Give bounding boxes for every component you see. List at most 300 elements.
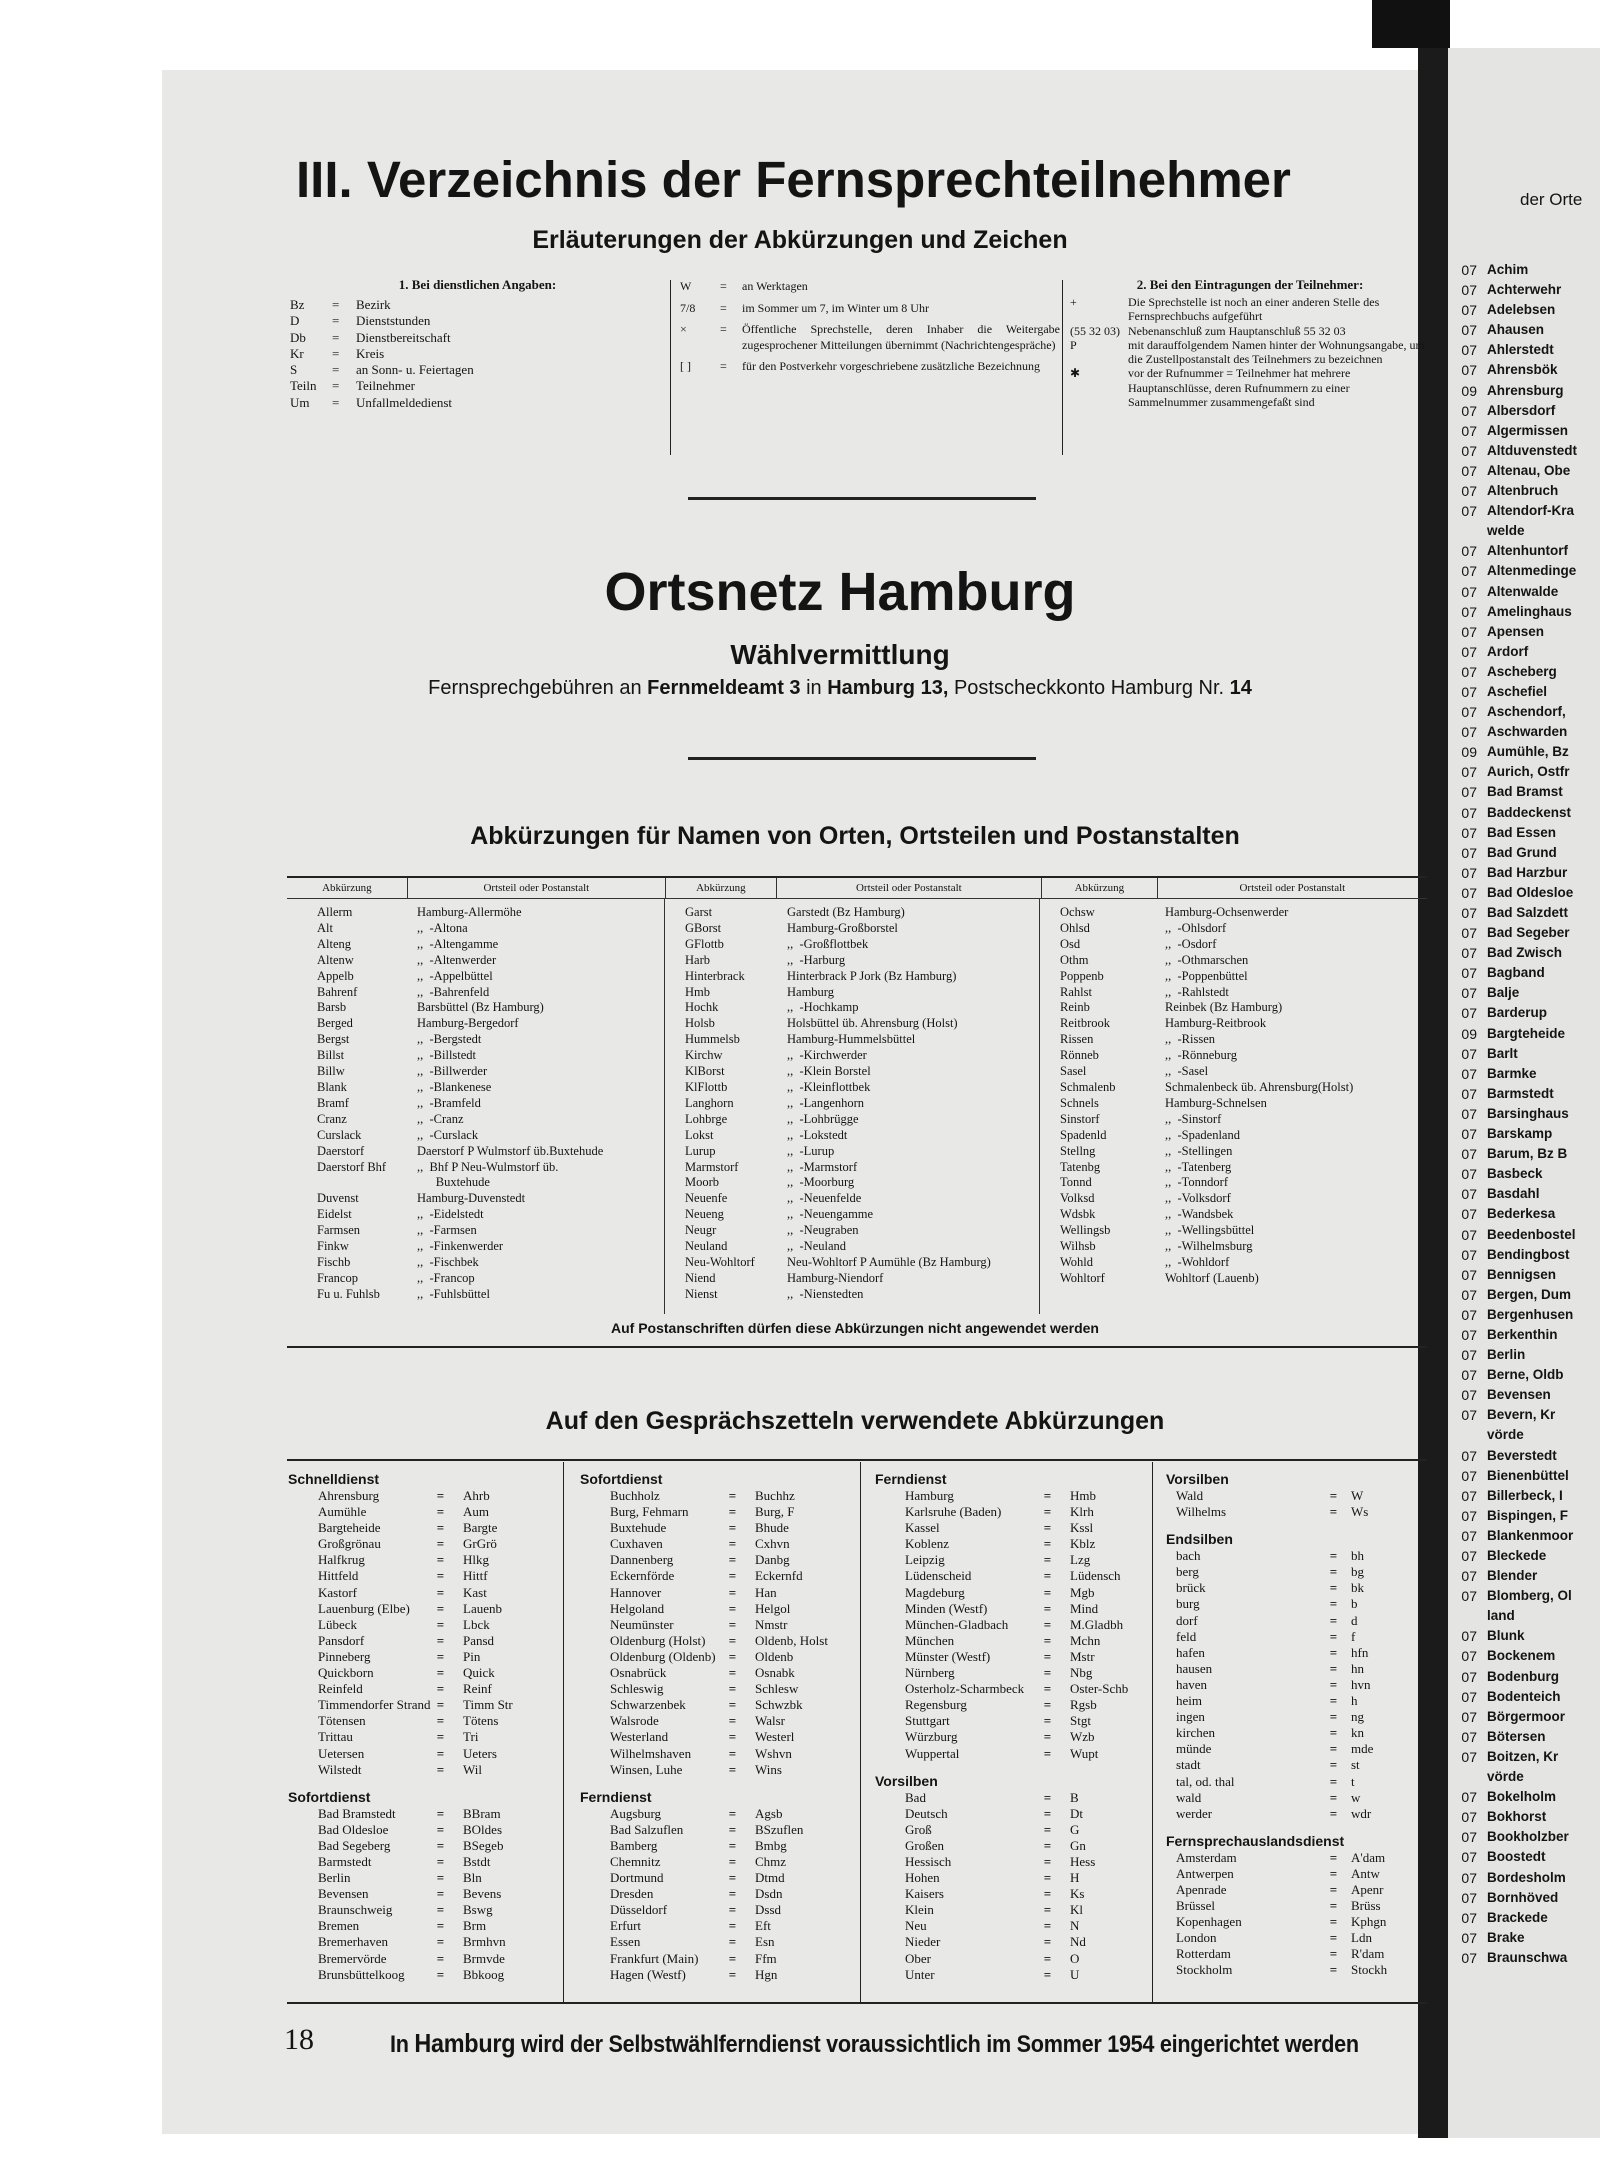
side-code: 07 [1461, 1045, 1477, 1062]
side-place: Altendorf-Kra [1487, 503, 1574, 519]
abbr-place: Hinterbrack P Jork (Bz Hamburg) [787, 968, 957, 983]
gz-equals: = [436, 1950, 445, 1966]
abbr-table-row [317, 905, 664, 921]
gz-equals: = [728, 1950, 737, 1966]
side-place: Blomberg, Ol [1487, 1588, 1572, 1604]
side-code: 07 [1461, 1206, 1477, 1223]
gz-abbr: w [1351, 1789, 1361, 1805]
side-place: Bennigsen [1487, 1266, 1557, 1282]
gz-abbr: R'dam [1351, 1946, 1385, 1962]
gz-abbr: Bmbg [755, 1837, 787, 1853]
gz-row [875, 1617, 1150, 1633]
abbr-place: Hamburg-Allermöhe [417, 905, 522, 919]
abbr-table-row [1060, 985, 1425, 1001]
side-place: Altenmedinge [1487, 563, 1577, 579]
abbr-table-row [317, 1207, 664, 1223]
gz-equals: = [436, 1902, 445, 1918]
gz-abbr: Dtmd [755, 1870, 785, 1886]
side-place: Bookholzber [1487, 1829, 1569, 1845]
abbr-place: ,, -Nienstedten [787, 1286, 864, 1301]
side-list-row [1445, 401, 1605, 421]
abbr-table-row [317, 1271, 664, 1287]
gz-full-name: Würzburg [905, 1729, 958, 1745]
gz-full-name: Pansdorf [318, 1632, 365, 1648]
gz-full-name: Buchholz [610, 1488, 660, 1503]
side-list-row [1445, 481, 1605, 501]
gz-abbr: Bhude [755, 1520, 789, 1536]
side-list-row [1445, 1526, 1605, 1546]
gz-abbr: Han [755, 1584, 777, 1600]
abbr-code: Reinb [1060, 1000, 1090, 1015]
side-list-row [1445, 300, 1605, 320]
side-place: Balje [1487, 985, 1520, 1001]
gz-equals: = [1329, 1962, 1338, 1978]
abbr-table-row [317, 1239, 664, 1255]
divider-rule-2 [688, 757, 1036, 760]
abbr-place: Daerstorf P Wulmstorf üb.Buxtehude [417, 1143, 604, 1158]
footer-text-2: wird der Selbstwählferndienst voraussichtlich im Sommer 1954 eingerichtet werden [515, 2031, 1359, 2058]
gz-row [580, 1934, 855, 1950]
side-place: Aurich, Ostfr [1487, 764, 1570, 780]
gz-full-name: Brunsbüttelkoog [318, 1966, 405, 1982]
abbr-table-row [1060, 1160, 1425, 1176]
gz-abbr: Lüdensch [1070, 1568, 1121, 1584]
abbr-table-row [685, 1223, 1039, 1239]
legend-column-2 [680, 279, 1060, 381]
gz-full-name: Bad Segeberg [318, 1837, 391, 1853]
side-list-row [1445, 1888, 1605, 1908]
gz-abbr: f [1351, 1628, 1356, 1644]
gz-section-title: Vorsilben [875, 1772, 938, 1789]
gz-equals: = [1329, 1628, 1338, 1644]
abbr-table-row [1060, 1016, 1425, 1032]
abbr-code: Stellng [1060, 1143, 1096, 1158]
side-list-row [1445, 943, 1605, 963]
gz-full-name: Bad Oldesloe [318, 1821, 389, 1837]
abbr-place: ,, -Klein Borstel [787, 1064, 871, 1079]
side-code: 07 [1461, 844, 1477, 861]
legend-abbr: + [1070, 295, 1077, 309]
side-code: 07 [1461, 1527, 1477, 1544]
gz-section-title: Ferndienst [875, 1471, 947, 1487]
gz-row [875, 1902, 1150, 1918]
abbr-code [317, 1175, 417, 1191]
side-code: 07 [1461, 804, 1477, 821]
abbr-place: ,, -Francop [417, 1270, 475, 1285]
side-list-row [1445, 1044, 1605, 1064]
abbr-code: Blank [317, 1079, 347, 1094]
legend-dash: = [332, 362, 340, 378]
gz-full-name: Walsrode [610, 1713, 659, 1729]
abbr-table-row [1060, 1064, 1425, 1080]
gz-equals: = [436, 1552, 445, 1568]
gz-full-name: Unter [905, 1966, 935, 1982]
abbr-code: Wellingsb [1060, 1223, 1111, 1238]
side-code: 07 [1461, 1166, 1477, 1183]
abbr-table-row [1060, 1271, 1425, 1287]
abbr-place: ,, -Wohldorf [1165, 1254, 1230, 1269]
gz-equals: = [728, 1536, 737, 1552]
side-place: Bevern, Kr [1487, 1407, 1556, 1423]
gz-abbr: Kblz [1070, 1536, 1096, 1552]
abbr-place: ,, -Neuenfelde [787, 1191, 862, 1206]
legend-text: Bezirk [356, 297, 391, 312]
gz-full-name: Bamberg [610, 1837, 658, 1853]
side-code: 07 [1461, 1809, 1477, 1826]
abbr-code: Francop [317, 1270, 358, 1285]
gz-full-name: Oldenburg (Holst) [610, 1632, 706, 1648]
gz-equals: = [728, 1632, 737, 1648]
gz-row [580, 1617, 855, 1633]
side-place: Boitzen, Kr [1487, 1748, 1559, 1764]
side-list-row [1445, 762, 1605, 782]
side-list-row [1445, 863, 1605, 883]
gz-full-name: Kopenhagen [1176, 1914, 1242, 1930]
side-place: Barsinghaus [1487, 1105, 1569, 1121]
gz-equals: = [436, 1600, 445, 1616]
abbr-code: Moorb [685, 1175, 720, 1190]
abbr-table-row [1060, 1191, 1425, 1207]
fee-number: 14 [1229, 677, 1252, 699]
abbr-code: Ohlsd [1060, 920, 1090, 935]
gz-equals: = [436, 1729, 445, 1745]
legend-abbr: Teiln [290, 378, 317, 394]
side-code: 07 [1461, 1929, 1477, 1946]
legend-text: Teilnehmer [356, 378, 416, 394]
gz-row [580, 1806, 855, 1822]
side-list-row [1445, 1064, 1605, 1084]
abbr-table-row [317, 1016, 664, 1032]
gz-equals: = [436, 1761, 445, 1777]
gz-equals: = [1329, 1596, 1338, 1612]
gz-full-name: Bad Salzuflen [610, 1821, 684, 1837]
side-place: vörde [1487, 1427, 1524, 1443]
gz-abbr: Kphgn [1351, 1914, 1387, 1930]
side-place: Ahlerstedt [1487, 342, 1554, 358]
legend-dash: = [332, 329, 340, 345]
gz-abbr: Wzb [1070, 1729, 1095, 1745]
gz-abbr: Wins [755, 1761, 782, 1777]
side-page-list [1445, 260, 1605, 1980]
side-code: 07 [1461, 1246, 1477, 1263]
gz-equals: = [728, 1966, 737, 1982]
gz-full-name: Bremen [318, 1918, 360, 1934]
side-place: Bevensen [1487, 1387, 1551, 1403]
gz-equals: = [728, 1697, 737, 1713]
abbr-place: ,, -Wellingsbüttel [1165, 1223, 1255, 1238]
gz-row [875, 1951, 1150, 1967]
abbr-table-row [317, 953, 664, 969]
gz-full-name: hafen [1176, 1644, 1205, 1660]
gz-abbr: Bbkoog [463, 1966, 505, 1982]
gz-full-name: Ober [905, 1950, 931, 1966]
gz-abbr: Mgb [1070, 1584, 1095, 1600]
abbr-table-row [1060, 1255, 1425, 1271]
gz-full-name: Kastorf [318, 1584, 357, 1600]
side-list-row [1445, 1446, 1605, 1466]
side-place: Bad Zwisch [1487, 945, 1563, 961]
abbr-code: Neueng [685, 1207, 724, 1222]
legend-column-3 [1070, 277, 1430, 409]
fee-office: Fernmeldeamt 3 [647, 677, 801, 699]
gz-abbr: M.Gladbh [1070, 1616, 1124, 1632]
side-list-row [1445, 983, 1605, 1003]
side-code: 07 [1461, 1226, 1477, 1243]
side-code: 07 [1461, 704, 1477, 721]
side-code: 07 [1461, 402, 1477, 419]
side-place: Altenhuntorf [1487, 543, 1568, 559]
gz-full-name: Hamburg [905, 1488, 954, 1503]
gz-row [580, 1585, 855, 1601]
abbr-code: Kirchw [685, 1048, 723, 1063]
gz-full-name: Neumünster [610, 1616, 674, 1632]
legend-abbr: ✱ [1070, 366, 1081, 381]
side-code: 07 [1461, 1407, 1477, 1424]
abbr-table-row [1060, 969, 1425, 985]
side-code: 07 [1461, 603, 1477, 620]
abbr-place: ,, -Billstedt [417, 1048, 477, 1063]
gz-row [580, 1697, 855, 1713]
abbr-table-row [317, 1080, 664, 1096]
side-place: Bad Bramst [1487, 784, 1563, 800]
gz-full-name: Dresden [610, 1886, 654, 1902]
abbr-code: Reitbrook [1060, 1016, 1110, 1031]
abbr-table-row [317, 1191, 664, 1207]
gz-full-name: ingen [1176, 1709, 1205, 1725]
gz-abbr: Bargte [463, 1520, 498, 1536]
abbr-table-row [317, 1112, 664, 1128]
gz-row [875, 1967, 1150, 1983]
gz-full-name: Westerland [610, 1729, 669, 1745]
abbr-code: Neuenfe [685, 1191, 728, 1206]
gz-equals: = [1043, 1966, 1052, 1982]
abbr-place: Garstedt (Bz Hamburg) [787, 905, 905, 919]
gz-row [1166, 1946, 1424, 1962]
side-place: Bordesholm [1487, 1869, 1566, 1885]
abbr-place: Reinbek (Bz Hamburg) [1165, 1000, 1283, 1015]
gz-abbr: Reinf [463, 1681, 492, 1697]
gz-row [1166, 1741, 1424, 1757]
gz-full-name: berg [1176, 1564, 1199, 1580]
gz-row [288, 1918, 558, 1934]
gz-full-name: Aumühle [318, 1504, 367, 1520]
gz-full-name: Braunschweig [318, 1902, 393, 1918]
gz-equals: = [1043, 1934, 1052, 1950]
gz-row [288, 1552, 558, 1568]
abbr-code: KlBorst [685, 1064, 725, 1079]
side-place: Bad Harzbur [1487, 864, 1568, 880]
side-place: Basdahl [1487, 1186, 1540, 1202]
side-code: 07 [1461, 1628, 1477, 1645]
gz-abbr: BSzuflen [755, 1821, 804, 1837]
gz-full-name: Leipzig [905, 1552, 945, 1568]
abbr-table-row [1060, 1000, 1425, 1016]
side-code: 07 [1461, 1789, 1477, 1806]
gz-row [875, 1886, 1150, 1902]
abbr-place: ,, -Marmstorf [787, 1159, 858, 1174]
side-list-row [1445, 682, 1605, 702]
abbr-place: ,, -Ohlsdorf [1165, 920, 1227, 935]
gz-equals: = [1043, 1745, 1052, 1761]
side-code: 07 [1461, 483, 1477, 500]
gz-equals: = [728, 1568, 737, 1584]
side-code: 09 [1461, 1025, 1477, 1042]
gz-section-title: Sofortdienst [580, 1471, 663, 1487]
side-code: 07 [1461, 683, 1477, 700]
gz-row [580, 1649, 855, 1665]
legend-abbr: W [680, 279, 692, 293]
gz-abbr: A'dam [1351, 1849, 1386, 1865]
gz-abbr: hn [1351, 1660, 1364, 1676]
side-place: Barderup [1487, 1005, 1548, 1021]
gz-abbr: Gn [1070, 1837, 1086, 1853]
gz-row [288, 1520, 558, 1536]
abbr-place: Hamburg-Niendorf [787, 1270, 884, 1285]
side-place: Amelinghaus [1487, 603, 1572, 619]
abbr-table-row [685, 1064, 1039, 1080]
gz-abbr: Ffm [755, 1950, 777, 1966]
side-code: 07 [1461, 1708, 1477, 1725]
abbr-table-row [1060, 1239, 1425, 1255]
gz-row [1166, 1504, 1424, 1520]
gz-row [875, 1552, 1150, 1568]
abbr-place: ,, -Rissen [1165, 1032, 1215, 1047]
gz-row [580, 1568, 855, 1584]
side-place: Altenwalde [1487, 583, 1559, 599]
abbr-code: Appelb [317, 968, 354, 983]
side-list-row [1445, 1908, 1605, 1928]
gz-row [288, 1886, 558, 1902]
gz-row [288, 1585, 558, 1601]
gz-row [875, 1934, 1150, 1950]
gz-full-name: Bremervörde [318, 1950, 387, 1966]
gz-equals: = [1043, 1713, 1052, 1729]
gz-full-name: Burg, Fehmarn [610, 1504, 689, 1520]
side-code: 07 [1461, 1668, 1477, 1685]
legend-row [680, 301, 1060, 317]
legend-text: Nebenanschluß zum Hauptanschluß 55 32 03 [1128, 323, 1346, 338]
abbr-place: ,, -Wilhelmsburg [1165, 1239, 1253, 1254]
side-place: Brake [1487, 1929, 1525, 1945]
gz-divider-3 [1152, 1462, 1153, 2002]
gz-row [875, 1713, 1150, 1729]
gz-full-name: Lauenburg (Elbe) [318, 1600, 410, 1616]
abbr-place: ,, -Appelbüttel [417, 968, 493, 983]
gz-full-name: Großgrönau [318, 1536, 381, 1552]
side-place: Baddeckenst [1487, 804, 1572, 820]
gz-full-name: Schleswig [610, 1681, 664, 1697]
gz-full-name: haven [1176, 1676, 1208, 1692]
gz-row [1166, 1548, 1424, 1564]
side-place: Aschwarden [1487, 724, 1568, 740]
gz-equals: = [1329, 1946, 1338, 1962]
gz-row [1166, 1693, 1424, 1709]
gz-equals: = [1043, 1681, 1052, 1697]
gz-full-name: tal, od. thal [1176, 1773, 1235, 1789]
gz-equals: = [728, 1870, 737, 1886]
side-list-row [1445, 1104, 1605, 1124]
legend-column-1 [290, 277, 665, 411]
gz-row [875, 1838, 1150, 1854]
gz-row [580, 1488, 855, 1504]
gz-abbr: Mstr [1070, 1648, 1095, 1664]
abbr-code: Billw [317, 1064, 345, 1079]
gz-abbr: Antw [1351, 1865, 1380, 1881]
gz-row [580, 1601, 855, 1617]
gz-row [288, 1697, 558, 1713]
gz-abbr: Dssd [755, 1902, 782, 1918]
gz-equals: = [436, 1918, 445, 1934]
gz-row [288, 1934, 558, 1950]
gz-equals: = [436, 1488, 445, 1503]
gz-section-title: Schnelldienst [288, 1471, 380, 1487]
abbr-place: ,, Bhf P Neu-Wulmstorf üb. [417, 1159, 559, 1174]
gz-equals: = [436, 1805, 445, 1821]
legend-text: Unfallmeldedienst [356, 394, 453, 410]
gz-row [288, 1568, 558, 1584]
abbr-table-row [685, 1096, 1039, 1112]
gz-row [580, 1665, 855, 1681]
side-code [1445, 1606, 1487, 1626]
abbr-place: ,, -Tatenberg [1165, 1159, 1232, 1174]
side-place: Bad Oldesloe [1487, 884, 1574, 900]
gz-equals: = [1043, 1918, 1052, 1934]
legend-row [290, 346, 665, 362]
gz-equals: = [1043, 1504, 1052, 1520]
abbr-code: Curslack [317, 1127, 362, 1142]
legend-row [290, 378, 665, 394]
gz-row [1166, 1709, 1424, 1725]
gz-abbr: Lauenb [463, 1600, 502, 1616]
gz-equals: = [1043, 1520, 1052, 1536]
gz-row [1166, 1488, 1424, 1504]
gz-abbr: Kssl [1070, 1520, 1094, 1536]
footer-text-1: In [390, 2031, 415, 2058]
gz-equals: = [1329, 1865, 1338, 1881]
side-code: 07 [1461, 1728, 1477, 1745]
legend-abbr: S [290, 362, 298, 378]
gz-divider-1 [563, 1462, 564, 2002]
side-code: 07 [1461, 1548, 1477, 1564]
abbr-table-row [1060, 1144, 1425, 1160]
gz-row [288, 1681, 558, 1697]
side-place: Basbeck [1487, 1166, 1543, 1182]
gz-row [580, 1854, 855, 1870]
side-code: 07 [1461, 342, 1477, 359]
gz-full-name: Wilhelmshaven [610, 1745, 692, 1761]
gz-row [1166, 1774, 1424, 1790]
gz-abbr: Brmhvn [463, 1934, 506, 1950]
gz-row [875, 1822, 1150, 1838]
gz-abbr: Oldenb [755, 1648, 794, 1664]
side-code: 07 [1461, 302, 1477, 319]
abbr-code: Lurup [685, 1143, 716, 1158]
abbr-table-row [317, 1223, 664, 1239]
gz-row [875, 1504, 1150, 1520]
th-abbr-3: Abkürzung [1042, 878, 1158, 898]
abbr-place: ,, -Finkenwerder [417, 1239, 504, 1254]
abbr-table-row [1060, 1048, 1425, 1064]
side-code: 07 [1461, 1447, 1477, 1464]
side-code: 07 [1461, 884, 1477, 901]
gz-row [580, 1746, 855, 1762]
fee-text-3: Postscheckkonto Hamburg Nr. [948, 677, 1230, 699]
abbr-code: Othm [1060, 952, 1089, 967]
side-list-row [1445, 1847, 1605, 1867]
gz-full-name: Augsburg [610, 1805, 662, 1821]
abbr-code: Poppenb [1060, 968, 1104, 983]
gz-row [288, 1504, 558, 1520]
